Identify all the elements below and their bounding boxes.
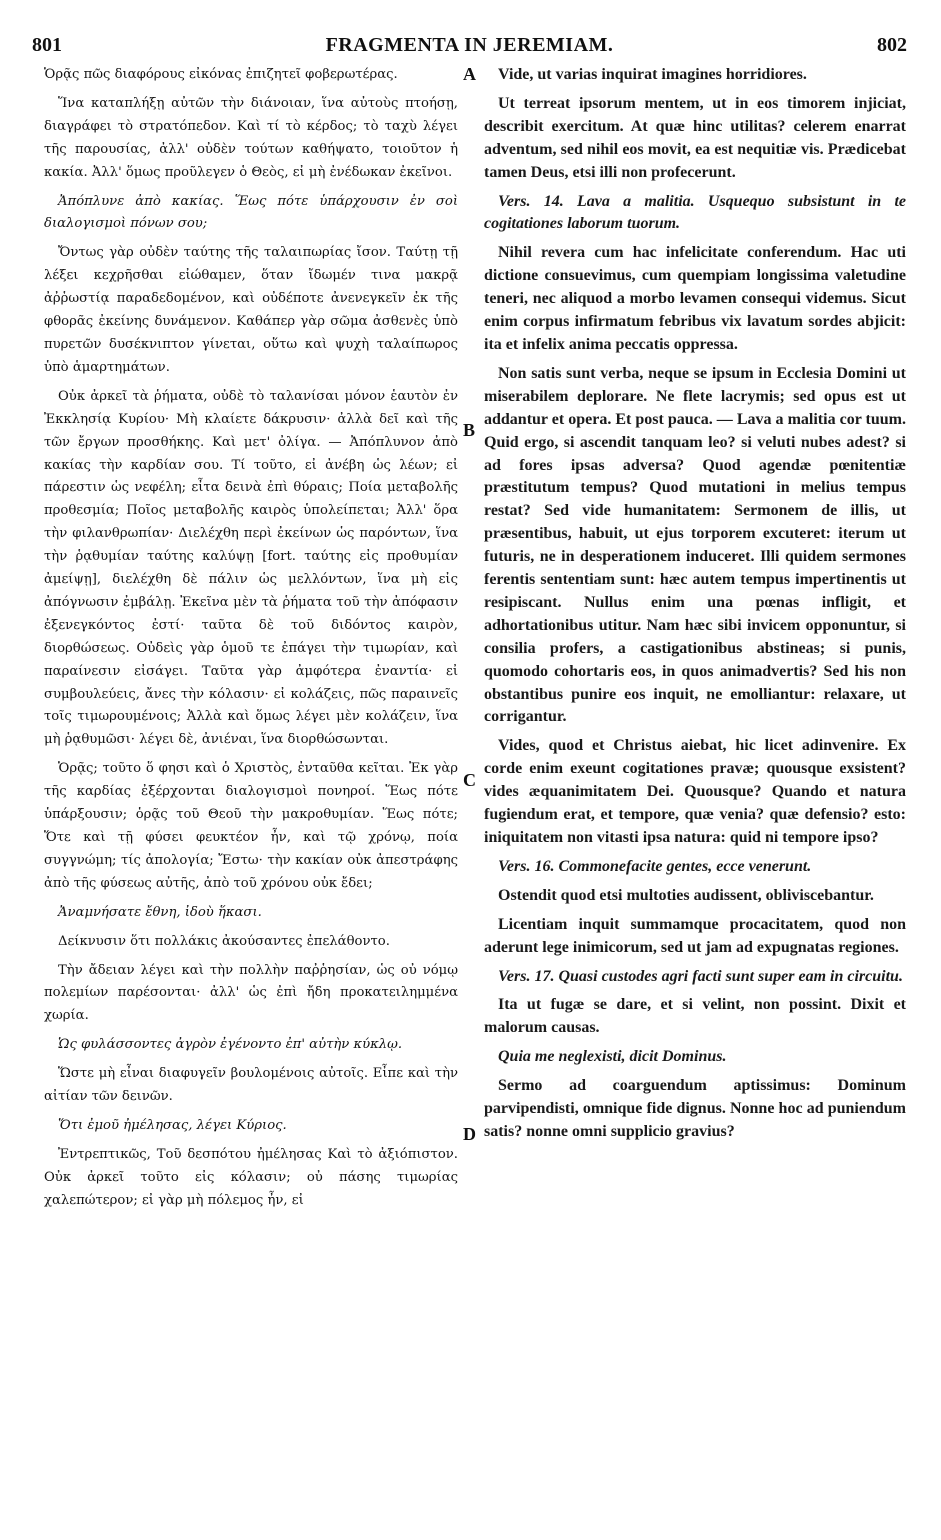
latin-column — [484, 64, 906, 1150]
greek-paragraph: Ὥστε μὴ εἶναι διαφυγεῖν βουλομένοις αὐτοῖς. Εἶπε καὶ τὴν αἰτίαν τῶν δεινῶν. — [44, 1066, 458, 1105]
latin-paragraph: Ut terreat ipsorum mentem, ut in eos timorem injiciat, describit exercitum. At quæ hinc utilitas? celerem enarrat adventum, sed nihil eos movit, ea est nequitiæ vis. Prædicebat tamen Deus, etsi illi non profecerunt. — [484, 94, 906, 181]
latin-paragraph: Ostendit quod etsi multoties audissent, obliviscebantur. — [498, 886, 874, 904]
page-number-right: 802 — [877, 34, 907, 56]
greek-paragraph: Ἐντρεπτικῶς, Τοῦ δεσπότου ἠμέλησας Καὶ τὸ ἀξιόπιστον. Οὐκ ἀρκεῖ τοῦτο εἰς κόλασιν; οὐ πάσης τιμωρίας χαλεπώτερον; εἰ γὰρ μὴ πόλεμος ἦν, εἰ — [44, 1146, 458, 1208]
latin-paragraph: Vers. 14. Lava a malitia. Usquequo subsistunt in te cogitationes laborum tuorum. — [484, 192, 906, 233]
greek-column — [44, 64, 458, 1219]
greek-paragraph: Τὴν ἄδειαν λέγει καὶ τὴν πολλὴν παῤῥησίαν, ὡς οὐ νόμῳ πολεμίων παρέσονται· ἀλλ' ὡς ἐπὶ ἤδη προκατειλημμένα χωρία. — [44, 962, 458, 1024]
margin-marker-d: D — [463, 1124, 476, 1144]
latin-paragraph: Vides, quod et Christus aiebat, hic licet adinvenire. Ex corde enim exeunt cogitationes pravæ; quousque exsistent? vides æquanimitatem Dei. Quousque? Quando et natura fugiendum erat, et tempore, quæ venia? quæ defensio? esto: iniquitatem non vitasti ipsa natura: quid ni tempore ipso? — [484, 737, 906, 846]
greek-paragraph: Ὡς φυλάσσοντες ἀγρὸν ἐγένοντο ἐπ' αὐτὴν κύκλῳ. — [58, 1037, 403, 1053]
greek-paragraph: Ὁρᾷς; τοῦτο ὅ φησι καὶ ὁ Χριστὸς, ἐνταῦθα κεῖται. Ἐκ γὰρ τῆς καρδίας ἐξέρχονται διαλογισμοὶ πονηροί. Ἕως πότε ὑπάρξουσιν; ὁρᾷς τοῦ Θεοῦ τὴν μακροθυμίαν. Ἕως πότε; Ὅτε καὶ τῇ φύσει φευκτέον ἦν, καὶ τῷ χρόνῳ, ποία συγγνώμη; τίς ἀπολογία; Ἔστω· τὴν κακίαν οὐκ ἀπεστράφης ἀπὸ τῆς φύσεως αὐτῆς, ἀπὸ τοῦ χρόνου οὐκ ἔδει; — [44, 761, 458, 891]
latin-paragraph: Vers. 17. Quasi custodes agri facti sunt super eam in circuitu. — [498, 967, 903, 985]
latin-paragraph: Quia me neglexisti, dicit Dominus. — [498, 1048, 727, 1066]
greek-paragraph: Ἀναμνήσατε ἔθνη, ἰδοὺ ἥκασι. — [58, 904, 262, 920]
latin-paragraph: Nihil revera cum hac infelicitate conferendum. Hac uti dictione consuevimus, cum quempiam longissima valetudine teneri, nec aliquod a morbo levamen consequi videmus. Sicut enim corpus infirmatum febribus vix lavatum sordes abjicit: ita et infelix anima peccatis oppressa. — [484, 244, 906, 353]
greek-paragraph: Δείκνυσιν ὅτι πολλάκις ἀκούσαντες ἐπελάθοντο. — [58, 933, 390, 949]
latin-paragraph: Licentiam inquit summamque procacitatem, quod non aderunt lege inimicorum, sed ut jam ad expugnatas regiones. — [484, 915, 906, 956]
greek-paragraph: Ὅτι ἐμοῦ ἠμέλησας, λέγει Κύριος. — [58, 1117, 287, 1133]
greek-paragraph: Ἵνα καταπλήξῃ αὐτῶν τὴν διάνοιαν, ἵνα αὐτοὺς πτοήσῃ, διαγράφει τὸ στρατόπεδον. Καὶ τί τὸ κέρδος; τὸ ταχὺ λέγει τῆς παρουσίας, ἀλλ' οὐδὲν τούτων καθήψατο, τοιοῦτον ἡ κακία. Ἀλλ' ὅμως προῦλεγεν ὁ Θεὸς, εἰ μὴ ἐνέδωκαν ἐκεῖνοι. — [44, 95, 458, 180]
margin-marker-c: C — [463, 770, 476, 790]
greek-paragraph: Ὄντως γὰρ οὐδὲν ταύτης τῆς ταλαιπωρίας ἴσον. Ταύτῃ τῇ λέξει κεχρῆσθαι εἰώθαμεν, ὅταν ἴδωμέν τινα μακρᾷ ἀῤῥωστίᾳ παραδεδομένον, καὶ οὐδέποτε ἀνενεγκεῖν ἐκ τῆς φθορᾶς ἐκείνης δυνάμενον. Καθάπερ γὰρ σῶμα ἀσθενὲς ὑπὸ πυρετῶν δυσέκνιπτον γίνεται, οὕτω καὶ ψυχὴ ταλαίπωρος ὑπὸ ἁμαρτημάτων. — [44, 245, 458, 375]
greek-paragraph: Οὐκ ἀρκεῖ τὰ ῥήματα, οὐδὲ τὸ ταλανίσαι μόνον ἑαυτὸν ἐν Ἐκκλησίᾳ Κυρίου· Μὴ κλαίετε δάκρυσιν· ἀλλὰ δεῖ καὶ τῆς τῶν ἔργων προσθήκης. Καὶ μετ' ὀλίγα. — Ἀπόπλυνον ἀπὸ κακίας τὴν καρδίαν σου. Τί τοῦτο, εἰ ἀνέβη ὡς λέων; εἰ πάρεστιν ὡς νεφέλη; εἶτα δεινὰ ἐπὶ θύραις; Ποία μεταβολῆς προθεσμία; Ποῖος μεταβολῆς καιρὸς ὑπολείπεται; Ἀλλ' ὅρα τὴν φιλανθρωπίαν· Διελέχθη περὶ ἐκείνων ὡς παρόντων, ἵνα τὴν ῥᾳθυμίαν ταύτης καλύψῃ [fort. ταύτης εἰς προθυμίαν ἀμείψῃ], διελέχθη δὲ πάλιν ὡς μελλόντων, ἵνα μὴ εἰς ἀπόγνωσιν ἐμβάλῃ. Ἐκεῖνα μὲν τὰ ῥήματα τοῦ τὴν ἀπόφασιν ἐξενεγκόντος ἐστί· ταῦτα δὲ τοῦ διδόντος καιρὸν, διορθώσεως. Οὐδεὶς γὰρ ὁμοῦ τε ἐπάγει τὴν τιμωρίαν, καὶ παραίνεσιν εἰσάγει. Ταῦτα γὰρ ἀμφότερα ἐναντία· εἰ συμβουλεύεις, ἄνες τὴν κόλασιν· εἰ κολάζεις, πῶς παραινεῖς τοῖς τιμωρουμένοις; Ἀλλὰ καὶ ὅμως λέγει μὲν κολάζειν, ἵνα μὴ ῥᾳθυμῶσι· λέγει δὲ, ἀνιέναι, ἵνα διορθώσωνται. — [44, 388, 458, 748]
latin-paragraph: Sermo ad coarguendum aptissimus: Dominum parvipendisti, omnique fide dignus. Nonne hoc ad puniendum satis? nonne omni supplicio gravius? — [484, 1077, 906, 1140]
margin-marker-a: A — [463, 64, 476, 84]
latin-paragraph: Ita ut fugæ se dare, et si velint, non possint. Dixit et malorum causas. — [484, 996, 906, 1037]
latin-paragraph: Vide, ut varias inquirat imagines horridiores. — [498, 66, 807, 83]
page-header — [32, 34, 907, 62]
latin-paragraph: Vers. 16. Commonefacite gentes, ecce venerunt. — [498, 857, 812, 875]
latin-paragraph: Non satis sunt verba, neque se ipsum in Ecclesia Domini ut miserabilem deplorare. Ne flete lacrymis; sed opus est ut addantur et opera. Et post pauca. — Lava a malitia cor tuum. Quid ergo, si ascendit tanquam leo? si veluti nubes adest? si ad fores ipsas adversa? Quod agendæ pœnitentiæ præstitutum tempus? Quod mutationi in melius tempus restat? Sed vide humanitatem: Sermonem de illis, ut præsentibus, habuit, ut ejus torporem excuteret: iterum ut futuris, ne in desperationem induceret. Illi quidem sermones ferentis sententiam sunt: hæc autem tempus impertinentis ut resipiscant. Nullus enim una pœnas infligit, et adhortationibus utitur. Nam hæc sibi invicem opponuntur, si consilia profers, a castigationibus abstineas; si punis, quomodo cohortaris eos, in quos animadvertis? Sed his non obstantibus punire eos inquit, ne emolliantur: relaxare, ut corrigantur. — [484, 364, 906, 726]
running-title: FRAGMENTA IN JEREMIAM. — [325, 34, 614, 56]
page-number-left: 801 — [32, 34, 62, 56]
margin-marker-b: B — [463, 420, 476, 440]
greek-paragraph: Ὁρᾷς πῶς διαφόρους εἰκόνας ἐπιζητεῖ φοβερωτέρας. — [44, 67, 398, 82]
greek-paragraph: Ἀπόπλυνε ἀπὸ κακίας. Ἕως πότε ὑπάρχουσιν ἐν σοὶ διαλογισμοὶ πόνων σου; — [44, 193, 458, 232]
